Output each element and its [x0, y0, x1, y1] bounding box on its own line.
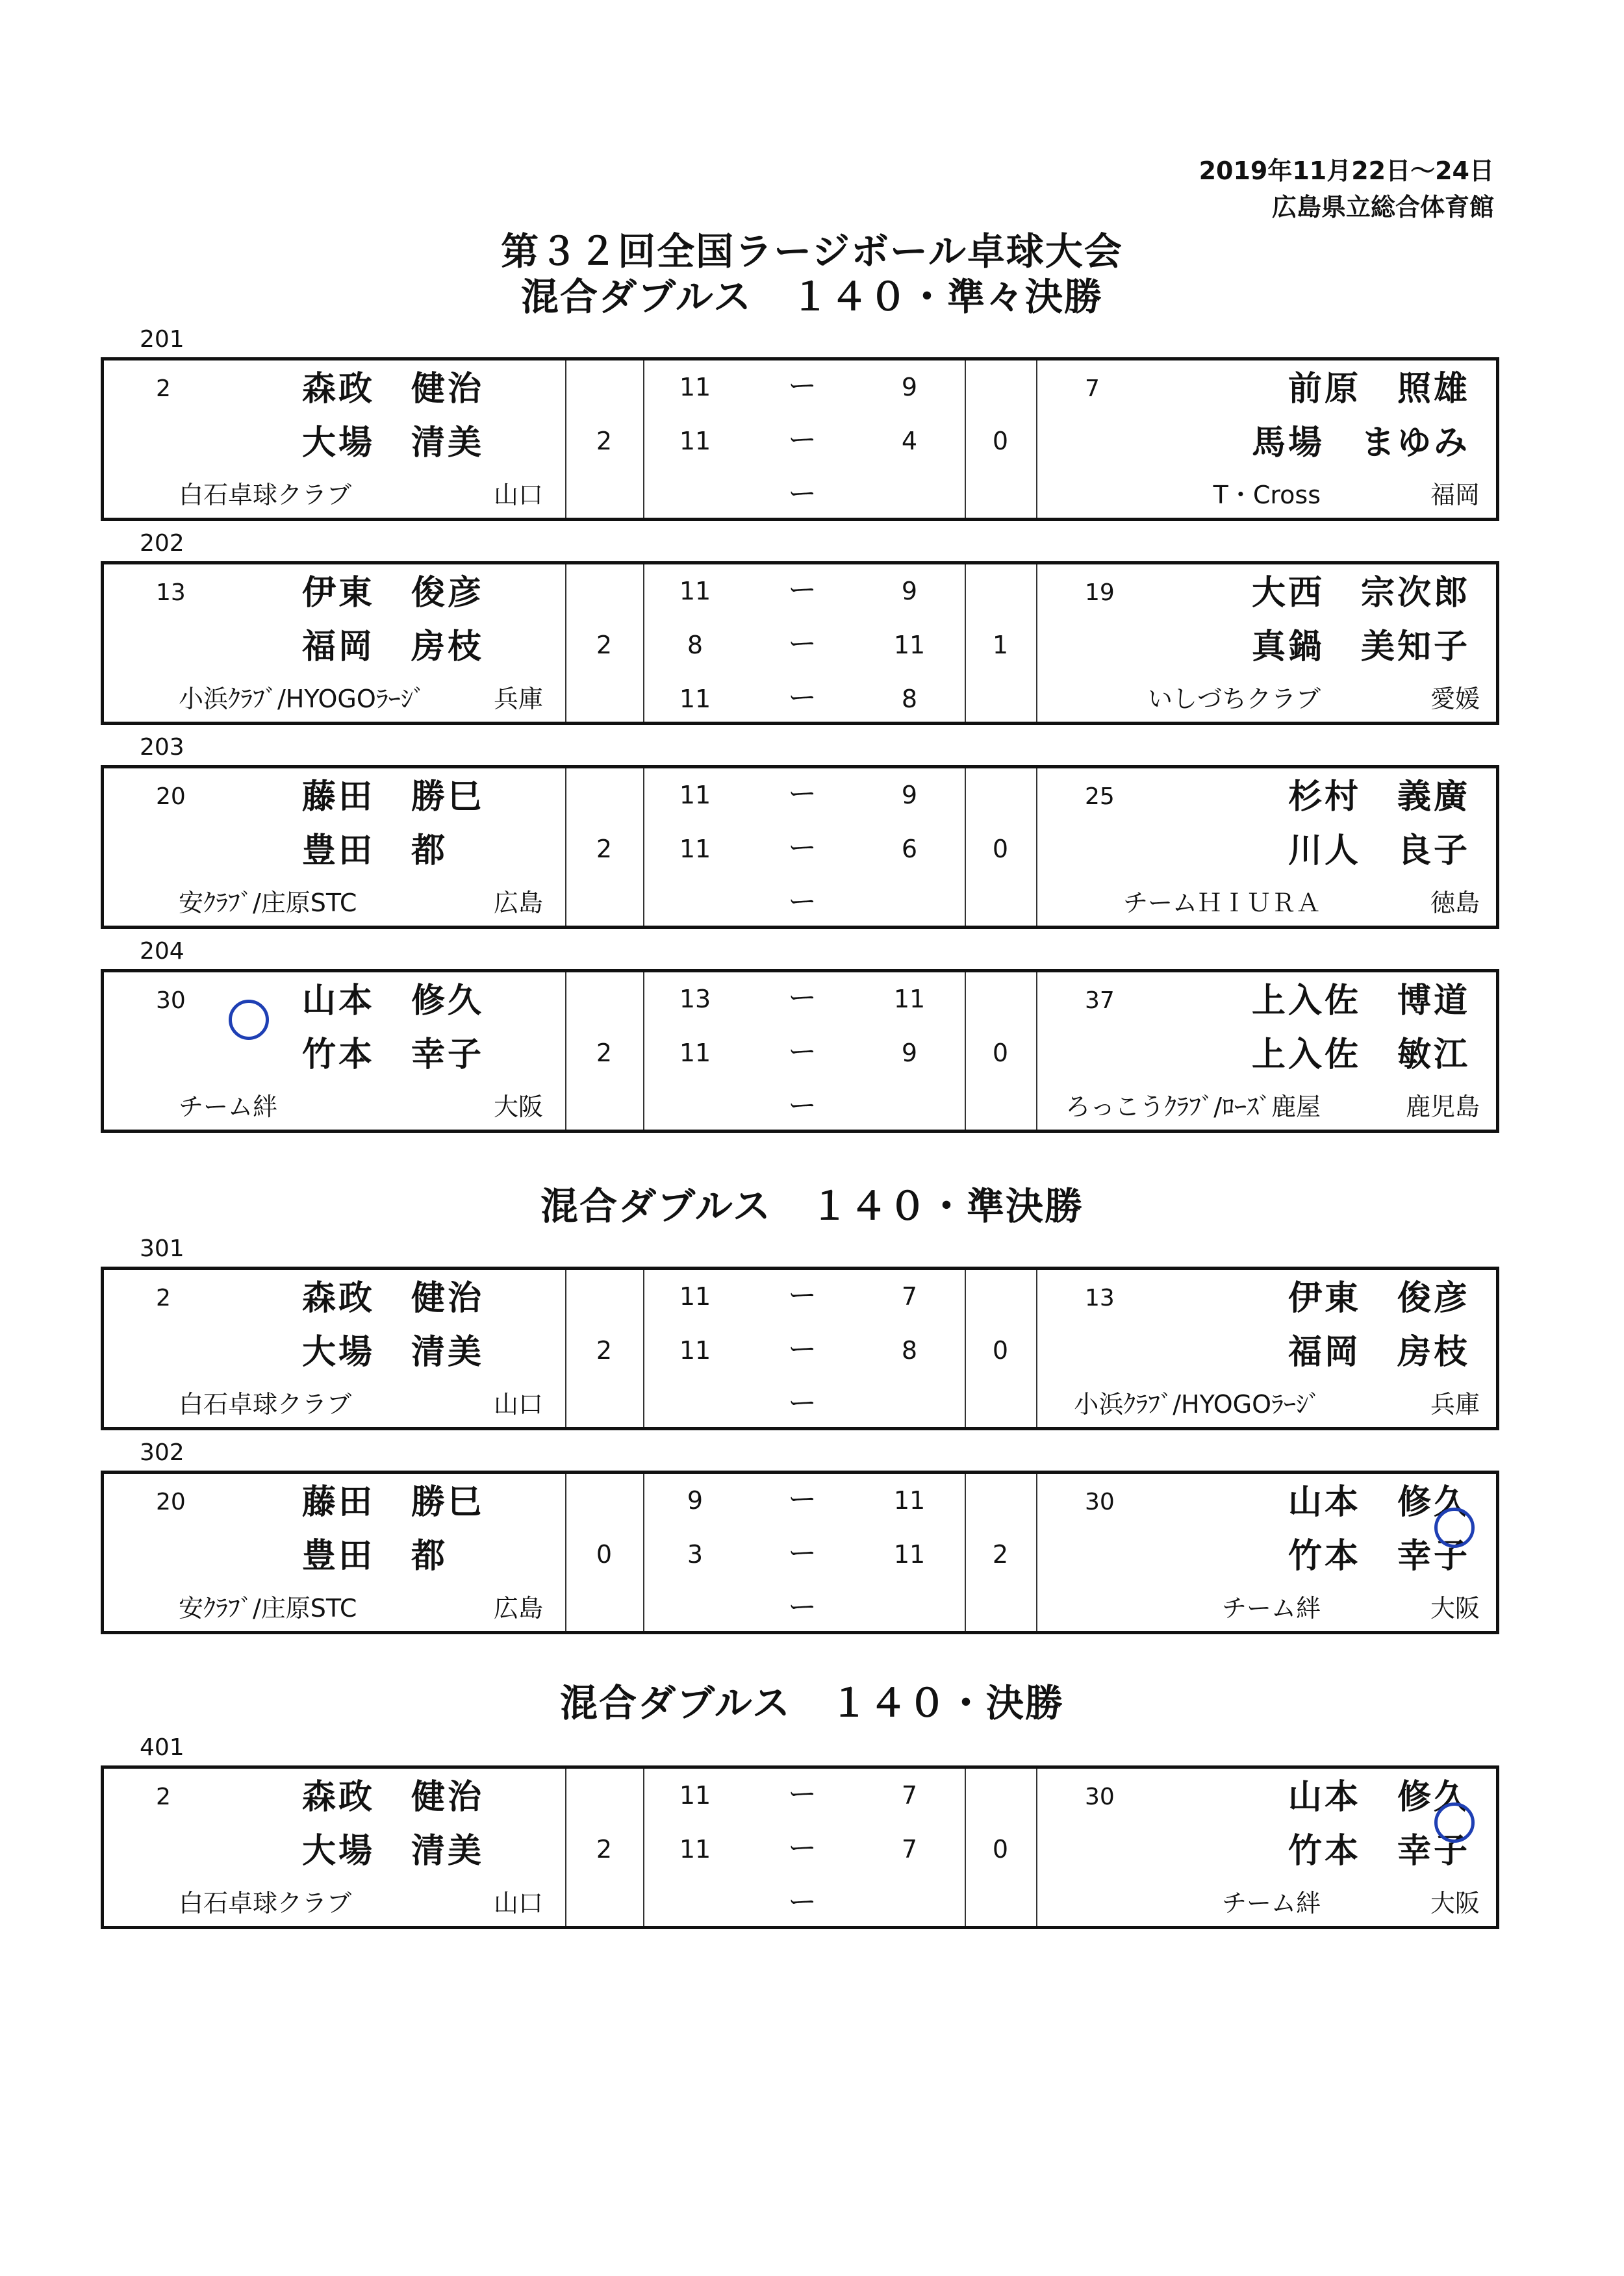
left-player-1: 藤田 勝巳 [302, 778, 485, 816]
score-dash: ー [788, 831, 817, 865]
left-player-2: 豊田 都 [302, 831, 448, 870]
right-club: ろっこうｸﾗﾌﾞ/ﾛｰｽﾞ鹿屋 [1065, 1093, 1321, 1121]
right-club: いしづちクラブ [1147, 685, 1321, 713]
right-games-won: 2 [992, 1540, 1009, 1569]
left-seed: 30 [156, 987, 186, 1014]
right-player-1: 杉村 義廣 [1288, 778, 1470, 816]
right-seed: 30 [1085, 1489, 1115, 1515]
game-score-left: 11 [679, 781, 711, 809]
left-games-won: 2 [596, 427, 613, 455]
left-prefecture: 大阪 [494, 1093, 544, 1121]
match-number: 302 [140, 1439, 184, 1466]
event-date: 2019年11月22日～24日 [1199, 157, 1494, 185]
score-dash: ー [788, 1886, 817, 1919]
right-player-2: 竹本 幸子 [1288, 1537, 1470, 1576]
column-divider [565, 360, 566, 518]
game-score-right: 9 [901, 577, 918, 605]
right-games-won: 1 [992, 631, 1009, 659]
column-divider [643, 768, 644, 926]
right-games-won: 0 [992, 1835, 1009, 1864]
left-club: チーム絆 [179, 1093, 278, 1121]
score-dash: ー [788, 981, 817, 1015]
match-number: 203 [140, 734, 184, 761]
right-seed: 7 [1085, 375, 1100, 402]
left-prefecture: 山口 [494, 1889, 544, 1917]
match-box [101, 765, 1499, 929]
score-dash: ー [788, 1333, 817, 1366]
column-divider [1036, 1769, 1037, 1926]
left-club: 白石卓球クラブ [179, 1889, 352, 1917]
score-dash: ー [788, 477, 817, 511]
column-divider [565, 1270, 566, 1427]
match-number: 204 [140, 938, 184, 965]
left-player-1: 森政 健治 [302, 1279, 485, 1318]
game-score-right: 9 [901, 1039, 918, 1067]
game-score-right: 7 [901, 1781, 918, 1810]
right-prefecture: 兵庫 [1430, 1390, 1480, 1419]
left-seed: 2 [156, 1285, 171, 1311]
game-score-left: 11 [679, 577, 711, 605]
right-player-2: 川人 良子 [1288, 831, 1470, 870]
column-divider [1036, 768, 1037, 926]
round-title: 混合ダブルス １４０・準々決勝 [521, 275, 1103, 319]
score-dash: ー [788, 574, 817, 607]
column-divider [965, 1474, 966, 1631]
left-club: 白石卓球クラブ [179, 1390, 352, 1419]
game-score-right: 8 [901, 685, 918, 713]
column-divider [965, 1769, 966, 1926]
right-games-won: 0 [992, 427, 1009, 455]
match-number: 401 [140, 1734, 184, 1761]
left-prefecture: 広島 [494, 889, 544, 917]
right-prefecture: 福岡 [1430, 481, 1480, 509]
score-dash: ー [788, 681, 817, 714]
right-player-2: 上入佐 敏江 [1251, 1035, 1470, 1074]
left-games-won: 2 [596, 631, 613, 659]
score-dash: ー [788, 424, 817, 457]
game-score-left: 8 [687, 631, 704, 659]
match-box [101, 357, 1499, 521]
right-prefecture: 愛媛 [1430, 685, 1480, 713]
column-divider [565, 1474, 566, 1631]
score-dash: ー [788, 1089, 817, 1122]
left-games-won: 2 [596, 1835, 613, 1864]
right-club: T・Cross [1213, 481, 1321, 509]
left-player-2: 福岡 房枝 [302, 627, 485, 666]
right-games-won: 0 [992, 835, 1009, 863]
column-divider [965, 768, 966, 926]
game-score-left: 11 [679, 1282, 711, 1311]
right-player-2: 竹本 幸子 [1288, 1832, 1470, 1871]
score-dash: ー [788, 1832, 817, 1865]
game-score-right: 7 [901, 1835, 918, 1864]
game-score-right: 7 [901, 1282, 918, 1311]
column-divider [965, 972, 966, 1130]
game-score-right: 11 [893, 985, 926, 1013]
game-score-right: 11 [893, 1540, 926, 1569]
score-dash: ー [788, 1035, 817, 1068]
left-player-2: 大場 清美 [302, 424, 485, 462]
left-club: 安ｸﾗﾌﾞ/庄原STC [179, 1594, 357, 1623]
left-prefecture: 山口 [494, 481, 544, 509]
game-score-left: 11 [679, 1835, 711, 1864]
right-player-1: 上入佐 博道 [1251, 981, 1470, 1020]
right-player-1: 前原 照雄 [1288, 370, 1470, 409]
game-score-left: 11 [679, 1039, 711, 1067]
column-divider [565, 768, 566, 926]
match-number: 201 [140, 326, 184, 353]
column-divider [1036, 360, 1037, 518]
right-seed: 30 [1085, 1784, 1115, 1810]
left-player-2: 竹本 幸子 [302, 1035, 485, 1074]
left-games-won: 2 [596, 1336, 613, 1365]
game-score-right: 11 [893, 1486, 926, 1515]
right-prefecture: 大阪 [1430, 1889, 1480, 1917]
left-prefecture: 兵庫 [494, 685, 544, 713]
game-score-left: 11 [679, 1781, 711, 1810]
left-seed: 20 [156, 1489, 186, 1515]
column-divider [1036, 564, 1037, 722]
column-divider [643, 1270, 644, 1427]
game-score-right: 4 [901, 427, 918, 455]
right-club: チームＨＩＵＲＡ [1123, 889, 1321, 917]
score-dash: ー [788, 627, 817, 661]
column-divider [643, 1474, 644, 1631]
column-divider [965, 1270, 966, 1427]
game-score-left: 11 [679, 373, 711, 401]
left-club: 白石卓球クラブ [179, 481, 352, 509]
left-player-1: 森政 健治 [302, 1778, 485, 1817]
left-club: 小浜ｸﾗﾌﾞ/HYOGOﾗｰｼﾞ [179, 685, 425, 713]
match-box [101, 1267, 1499, 1430]
left-games-won: 2 [596, 835, 613, 863]
column-divider [643, 1769, 644, 1926]
game-score-left: 3 [687, 1540, 704, 1569]
left-player-2: 大場 清美 [302, 1333, 485, 1372]
match-box [101, 1471, 1499, 1634]
column-divider [1036, 972, 1037, 1130]
left-seed: 2 [156, 1784, 171, 1810]
game-score-left: 11 [679, 835, 711, 863]
left-player-1: 山本 修久 [302, 981, 485, 1020]
column-divider [643, 360, 644, 518]
match-number: 202 [140, 530, 184, 557]
column-divider [965, 564, 966, 722]
score-dash: ー [788, 778, 817, 811]
right-player-2: 福岡 房枝 [1288, 1333, 1470, 1372]
score-dash: ー [788, 1537, 817, 1570]
event-venue: 広島県立総合体育館 [1271, 193, 1494, 221]
right-prefecture: 鹿児島 [1405, 1093, 1480, 1121]
column-divider [1036, 1474, 1037, 1631]
score-dash: ー [788, 1483, 817, 1516]
right-seed: 25 [1085, 783, 1115, 810]
column-divider [643, 564, 644, 722]
left-prefecture: 広島 [494, 1594, 544, 1623]
winner-circle-mark [1434, 1508, 1475, 1548]
right-club: 小浜ｸﾗﾌﾞ/HYOGOﾗｰｼﾞ [1074, 1390, 1321, 1419]
left-games-won: 0 [596, 1540, 613, 1569]
score-dash: ー [788, 885, 817, 918]
winner-circle-mark [229, 1000, 269, 1040]
score-dash: ー [788, 370, 817, 403]
right-club: チーム絆 [1221, 1889, 1321, 1917]
tournament-title: 第３２回全国ラージボール卓球大会 [501, 229, 1123, 273]
column-divider [643, 972, 644, 1130]
left-player-2: 大場 清美 [302, 1832, 485, 1871]
game-score-left: 13 [679, 985, 711, 1013]
left-club: 安ｸﾗﾌﾞ/庄原STC [179, 889, 357, 917]
match-box [101, 561, 1499, 725]
winner-circle-mark [1434, 1802, 1475, 1843]
game-score-left: 11 [679, 1336, 711, 1365]
game-score-right: 8 [901, 1336, 918, 1365]
right-prefecture: 徳島 [1430, 889, 1480, 917]
round-title: 混合ダブルス １４０・決勝 [560, 1681, 1064, 1725]
round-title: 混合ダブルス １４０・準決勝 [540, 1184, 1084, 1228]
column-divider [565, 972, 566, 1130]
left-games-won: 2 [596, 1039, 613, 1067]
score-dash: ー [788, 1387, 817, 1420]
right-games-won: 0 [992, 1039, 1009, 1067]
right-prefecture: 大阪 [1430, 1594, 1480, 1623]
left-player-1: 藤田 勝巳 [302, 1483, 485, 1522]
left-seed: 13 [156, 579, 186, 606]
right-player-1: 大西 宗次郎 [1251, 574, 1470, 613]
left-player-1: 伊東 俊彦 [302, 574, 485, 613]
game-score-right: 6 [901, 835, 918, 863]
left-seed: 20 [156, 783, 186, 810]
right-seed: 37 [1085, 987, 1115, 1014]
game-score-left: 11 [679, 685, 711, 713]
column-divider [965, 360, 966, 518]
right-player-1: 山本 修久 [1288, 1778, 1470, 1817]
right-player-2: 真鍋 美知子 [1251, 627, 1470, 666]
right-player-1: 山本 修久 [1288, 1483, 1470, 1522]
score-dash: ー [788, 1591, 817, 1624]
left-player-1: 森政 健治 [302, 370, 485, 409]
match-number: 301 [140, 1235, 184, 1262]
match-box [101, 1765, 1499, 1929]
right-player-2: 馬場 まゆみ [1251, 424, 1470, 462]
left-seed: 2 [156, 375, 171, 402]
right-seed: 19 [1085, 579, 1115, 606]
right-games-won: 0 [992, 1336, 1009, 1365]
game-score-right: 11 [893, 631, 926, 659]
game-score-left: 11 [679, 427, 711, 455]
column-divider [1036, 1270, 1037, 1427]
game-score-left: 9 [687, 1486, 704, 1515]
score-dash: ー [788, 1778, 817, 1811]
right-club: チーム絆 [1221, 1594, 1321, 1623]
game-score-right: 9 [901, 373, 918, 401]
left-prefecture: 山口 [494, 1390, 544, 1419]
right-seed: 13 [1085, 1285, 1115, 1311]
column-divider [565, 1769, 566, 1926]
left-player-2: 豊田 都 [302, 1537, 448, 1576]
column-divider [565, 564, 566, 722]
right-player-1: 伊東 俊彦 [1288, 1279, 1470, 1318]
game-score-right: 9 [901, 781, 918, 809]
score-dash: ー [788, 1279, 817, 1312]
match-box [101, 969, 1499, 1133]
